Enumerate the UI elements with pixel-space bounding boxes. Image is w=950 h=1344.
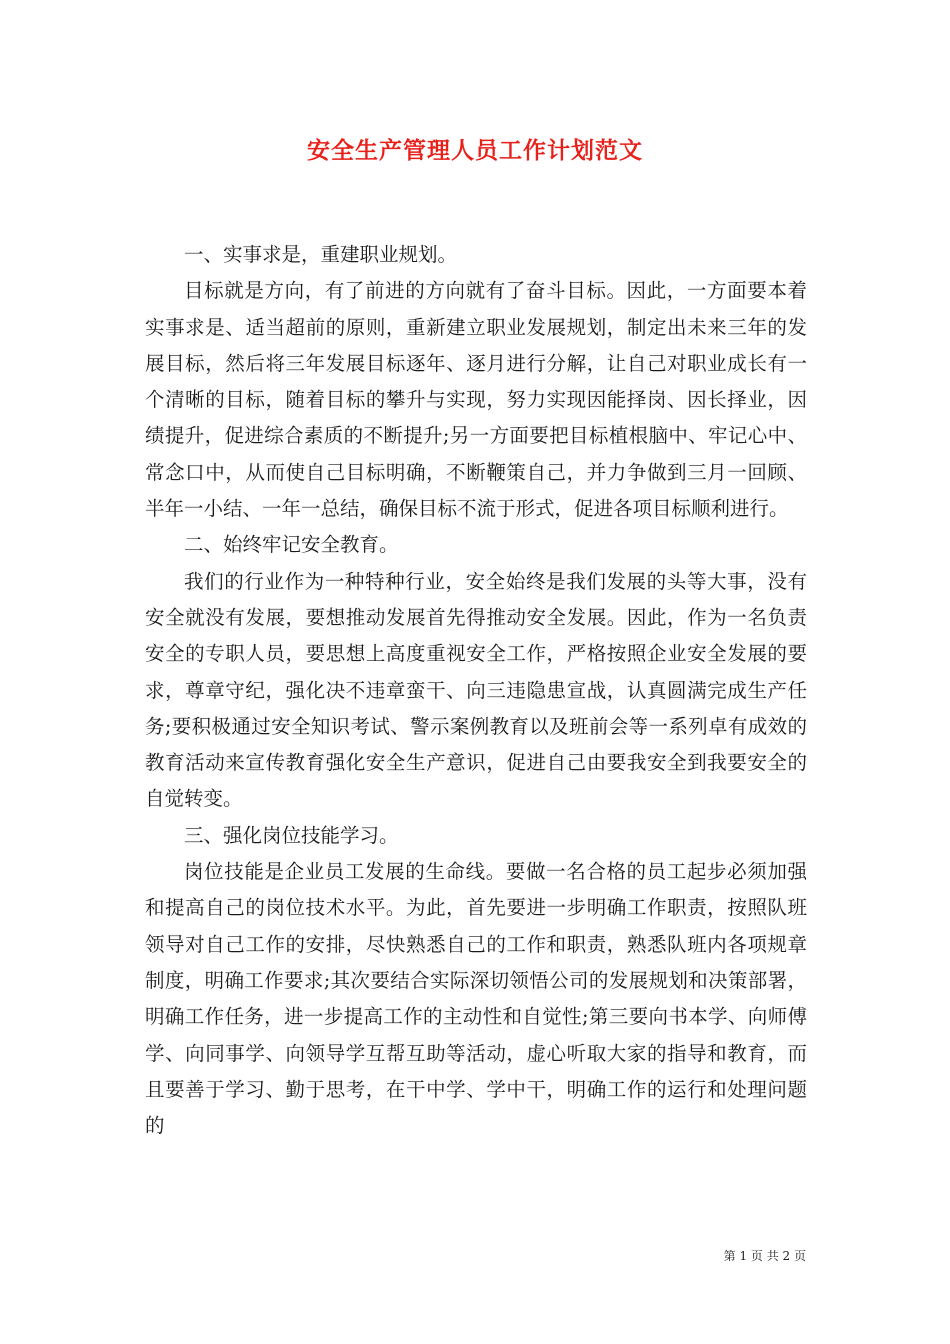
section-heading-2: 二、始终牢记安全教育。 bbox=[184, 533, 399, 557]
document-title: 安全生产管理人员工作计划范文 bbox=[307, 137, 643, 164]
body-paragraph-2: 我们的行业作为一种特种行业，安全始终是我们发展的头等大事，没有安全就没有发展，要想推动发展首先得推动安全发展。因此，作为一名负责安全的专职人员，要思想上高度重视安全工作，严格按照企业安全发展的要求，尊章守纪，强化决不违章蛮干、向三违隐患宣战，认真圆满完成生产任务;要积极通过安全知识考试、警示案例教育以及班前会等一系列卓有成效的教育活动来宣传教育强化安全生产意识，促进自己由要我安全到我要安全的自觉转变。 bbox=[145, 569, 807, 811]
body-paragraph-1: 目标就是方向，有了前进的方向就有了奋斗目标。因此，一方面要本着实事求是、适当超前的原则，重新建立职业发展规划，制定出未来三年的发展目标，然后将三年发展目标逐年、逐月进行分解，让自己对职业成长有一个清晰的目标，随着目标的攀升与实现，努力实现因能择岗、因长择业，因绩提升，促进综合素质的不断提升;另一方面要把目标植根脑中、牢记心中、常念口中，从而使自己目标明确，不断鞭策自己，并力争做到三月一回顾、半年一小结、一年一总结，确保目标不流于形式，促进各项目标顺利进行。 bbox=[145, 279, 807, 521]
section-heading-3: 三、强化岗位技能学习。 bbox=[184, 823, 399, 847]
document-body bbox=[145, 237, 807, 1144]
section-heading-1: 一、实事求是，重建职业规划。 bbox=[184, 243, 458, 266]
body-paragraph-3: 岗位技能是企业员工发展的生命线。要做一名合格的员工起步必须加强和提高自己的岗位技术水平。为此，首先要进一步明确工作职责，按照队班领导对自己工作的安排，尽快熟悉自己的工作和职责，熟悉队班内各项规章制度，明确工作要求;其次要结合实际深切领悟公司的发展规划和决策部署，明确工作任务，进一步提高工作的主动性和自觉性;第三要向书本学、向师傅学、向同事学、向领导学互帮互助等活动，虚心听取大家的指导和教育，而且要善于学习、勤于思考，在干中学、学中干，明确工作的运行和处理问题的 bbox=[145, 860, 807, 1138]
page-indicator: 第 1 页 共 2 页 bbox=[723, 1249, 806, 1263]
